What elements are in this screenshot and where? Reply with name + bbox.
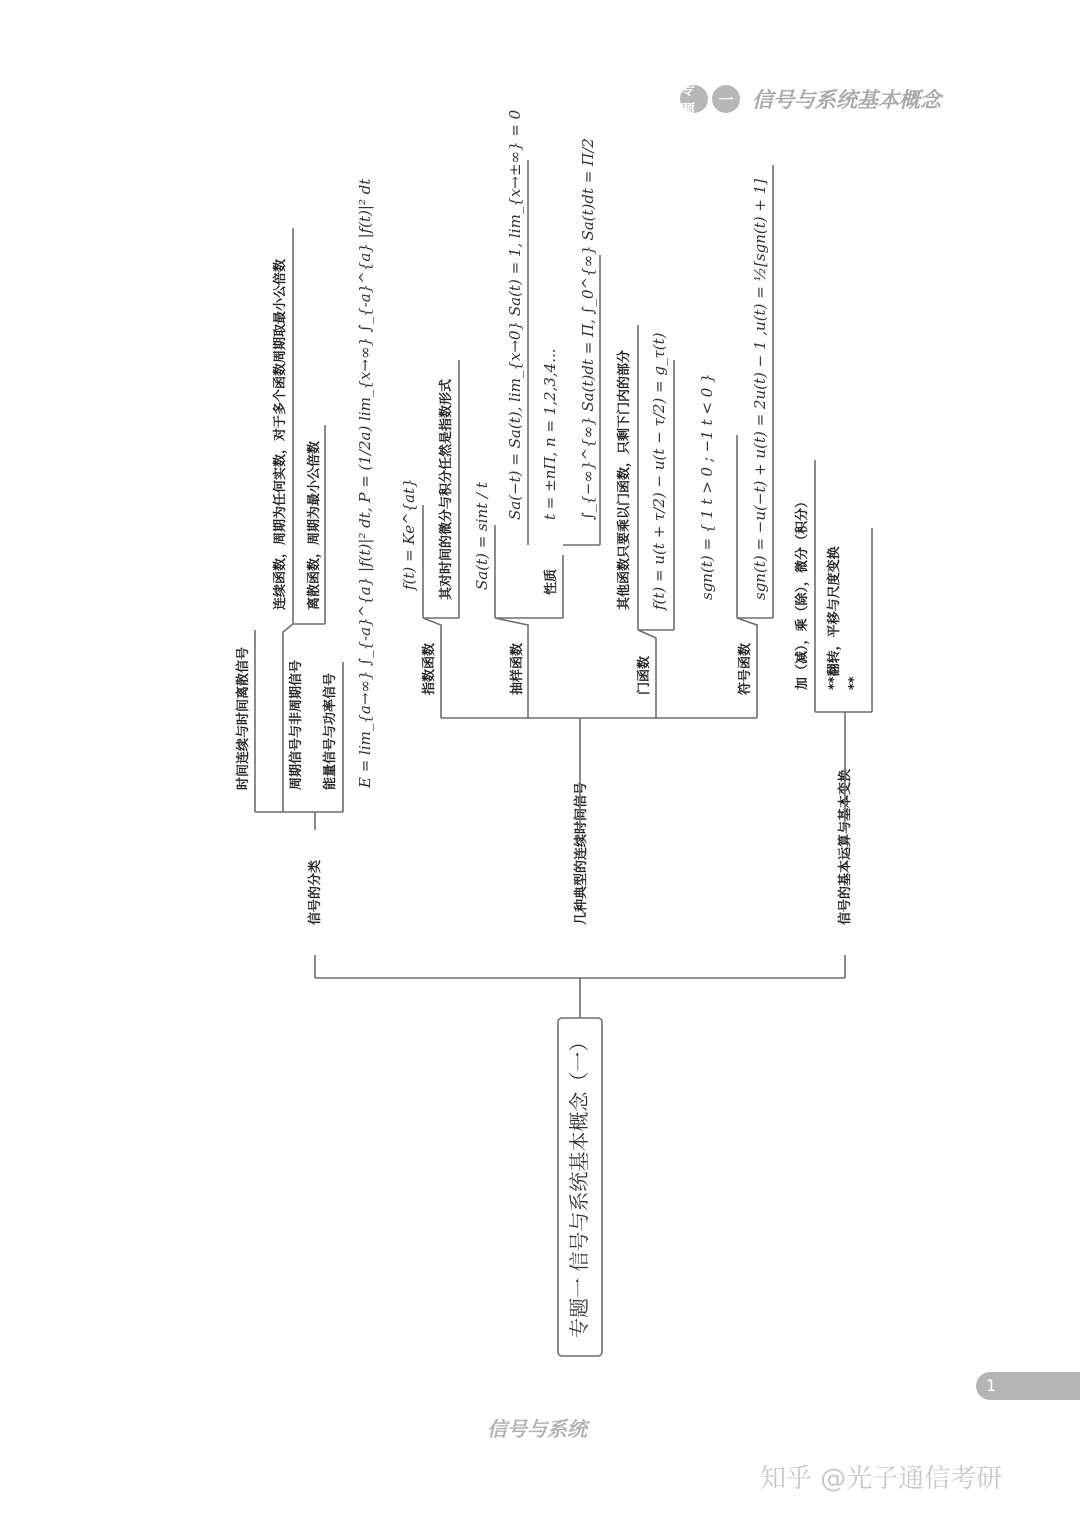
sa-definition: Sa(t) = sint / t (473, 482, 491, 590)
sa-property-1: Sa(−t) = Sa(t), lim_{x→0} Sa(t) = 1, lim_{x→±∞} = 0 (506, 109, 524, 520)
sa-property-2: t = ±nΠ, n = 1,2,3,4... (541, 348, 559, 520)
signal-periodic-aperiodic: 周期信号与非周期信号 (289, 659, 304, 790)
signal-continuous-discrete: 时间连续与时间离散信号 (236, 646, 251, 790)
trunk-connector (315, 955, 845, 1018)
signal-energy-power: 能量信号与功率信号 (323, 672, 338, 790)
sgn-definition: sgn(t) = { 1 t > 0 ; −1 t < 0 } (698, 373, 716, 600)
header-badge: 专题 (680, 85, 708, 113)
page-footer: 信号与系统 (487, 1417, 587, 1441)
watermark: 知乎 @光子通信考研 (760, 1464, 1003, 1494)
root-node-label: 专题一 信号与系统基本概念（一） (567, 1031, 591, 1338)
exp-formula: f(t) = Ke^{at} (400, 478, 418, 590)
sgn-relation: sgn(t) = −u(−t) + u(t) = 2u(t) − 1 ,u(t) = ½[sgn(t) + 1] (751, 178, 769, 600)
periodic-discrete-note: 离散函数，周期为最小公倍数 (307, 440, 322, 610)
gate-note: 其他函数只要乘以门函数，只剩下门内的部分 (617, 349, 632, 610)
exp-function-label: 指数函数 (422, 642, 437, 695)
header-badge-number: 一 (712, 85, 740, 113)
branch-basic-operations: 信号的基本运算与基本变换 (838, 768, 853, 925)
op-transform: **翻转，平移与尺度变换 (827, 546, 842, 690)
op-extra: ** (847, 676, 862, 690)
page-number: 1 (986, 1376, 997, 1395)
sgn-function-label: 符号函数 (738, 642, 753, 695)
header-title: 信号与系统基本概念 (752, 88, 941, 112)
periodic-continuous-note: 连续函数，周期为任何实数，对于多个函数周期取最小公倍数 (273, 258, 288, 610)
sa-function-label: 抽样函数 (510, 642, 525, 695)
exp-note: 其对时间的微分与积分任然是指数形式 (439, 378, 454, 600)
op-arithmetic: 加（减），乘（除），微分（积分） (795, 494, 810, 690)
energy-power-formula: E = lim_{a→∞} ∫_{-a}^{a} |f(t)|² dt, P = (1/2a) lim_{x→∞} ∫_{-a}^{a} |f(t)|² dt (356, 178, 374, 788)
branch-signal-classification: 信号的分类 (308, 859, 323, 925)
sa-property-label: 性质 (544, 568, 559, 595)
sa-property-3: ∫_{−∞}^{∞} Sa(t)dt = Π, ∫_0^{∞} Sa(t)dt = Π/2 (579, 138, 597, 520)
branch2-connector (441, 642, 757, 830)
branch-typical-signals: 几种典型的连续时间信号 (574, 781, 589, 925)
gate-formula: f(t) = u(t + τ/2) − u(t − τ/2) = g_τ(t) (650, 332, 668, 610)
gate-function-label: 门函数 (637, 655, 652, 695)
